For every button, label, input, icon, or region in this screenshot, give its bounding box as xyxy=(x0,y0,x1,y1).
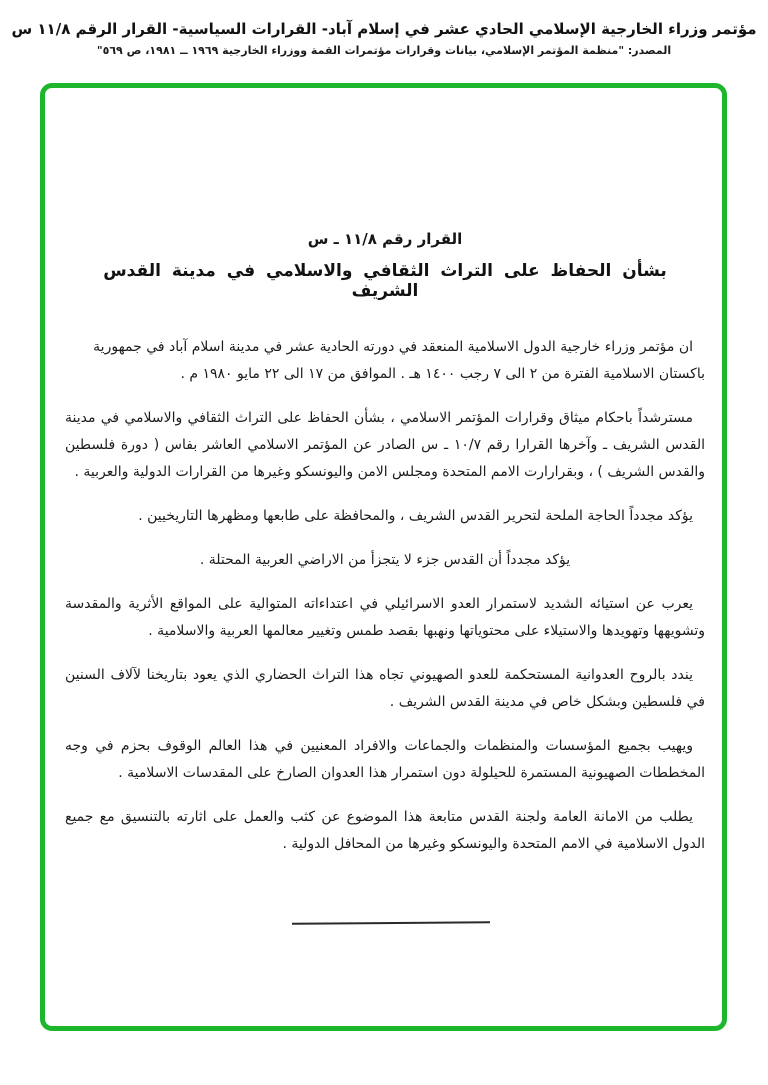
document-border-frame xyxy=(40,83,727,1031)
body-paragraph-expresses-displeasure: يعرب عن استيائه الشديد لاستمرار العدو الاسرائيلي في اعتداءاته المتوالية على المواقع الأثرية والمقدسة وتشويهها وتهويدها والاستيلاء على محتوياتها ونهبها بقصد طمس وتغيير معالمها العربية والاسلامية . xyxy=(65,596,705,639)
body-paragraph-reaffirms-jerusalem: يؤكد مجدداً أن القدس جزء لا يتجزأ من الاراضي العربية المحتلة . xyxy=(199,552,571,568)
header-conference-title: مؤتمر وزراء الخارجية الإسلامي الحادي عشر في إسلام آباد- القرارات السياسية- القرار الرقم ١١/٨ س xyxy=(11,20,757,38)
body-paragraph-reaffirms-liberation: يؤكد مجدداً الحاجة الملحة لتحرير القدس الشريف ، والمحافظة على طابعها ومظهرها التاريخيين . xyxy=(138,508,693,524)
body-paragraph-appeals-institutions: ويهيب بجميع المؤسسات والمنظمات والجماعات والافراد المعنيين في هذا العالم الوقوف بحزم في وجه المخططات الصهيونية المستمرة للحيلولة دون استمرار هذا العدوان الصارخ على المقدسات الاسلامية . xyxy=(65,738,705,781)
body-paragraph-guided-by: مسترشداً باحكام ميثاق وقرارات المؤتمر الاسلامي ، بشأن الحفاظ على التراث الثقافي والاسلامي في مدينة القدس الشريف ـ وآخرها القرارا رقم ١٠/٧ ـ س الصادر عن المؤتمر الاسلامي العاشر بفاس ( دورة فلسطين والقدس الشريف ) ، وبقرارارت الامم المتحدة ومجلس الامن واليونسكو وغيرها من القرارات الدولية والعربية . xyxy=(65,410,706,480)
resolution-number-heading: القرار رقم ١١/٨ ـ س xyxy=(307,230,463,248)
document-header xyxy=(0,18,768,58)
document-title-heading: بشأن الحفاظ على التراث الثقافي والاسلامي في مدينة القدس الشريف xyxy=(103,261,667,301)
header-source-citation: المصدر: "منظمة المؤتمر الإسلامي، بيانات وقرارات مؤتمرات القمة ووزراء الخارجية ١٩٦٩ ــ ١٩٨١، ص ٥٦٩" xyxy=(96,44,672,57)
body-paragraph-preamble: ان مؤتمر وزراء خارجية الدول الاسلامية المنعقد في دورته الحادية عشر في مدينة اسلام آباد في جمهورية باكستان الاسلامية الفترة من ٢ الى ٧ رجب ١٤٠٠ هـ . الموافق من ١٧ الى ٢٢ مايو ١٩٨٠ م . xyxy=(93,339,705,382)
document-body xyxy=(65,88,705,924)
body-paragraph-denounces-aggression: يندد بالروح العدوانية المستحكمة للعدو الصهيوني تجاه هذا التراث الحضاري الذي يعود بتاريخنا لآلاف السنين في فلسطين وبشكل خاص في مدينة القدس الشريف . xyxy=(65,667,705,710)
body-paragraph-requests-secretariat: يطلب من الامانة العامة ولجنة القدس متابعة هذا الموضوع عن كثب والعمل على اثارته بالتنسيق مع جميع الدول الاسلامية في الامم المتحدة واليونسكو وغيرها من المحافل الدولية . xyxy=(65,809,705,852)
closing-divider-line xyxy=(292,921,490,924)
